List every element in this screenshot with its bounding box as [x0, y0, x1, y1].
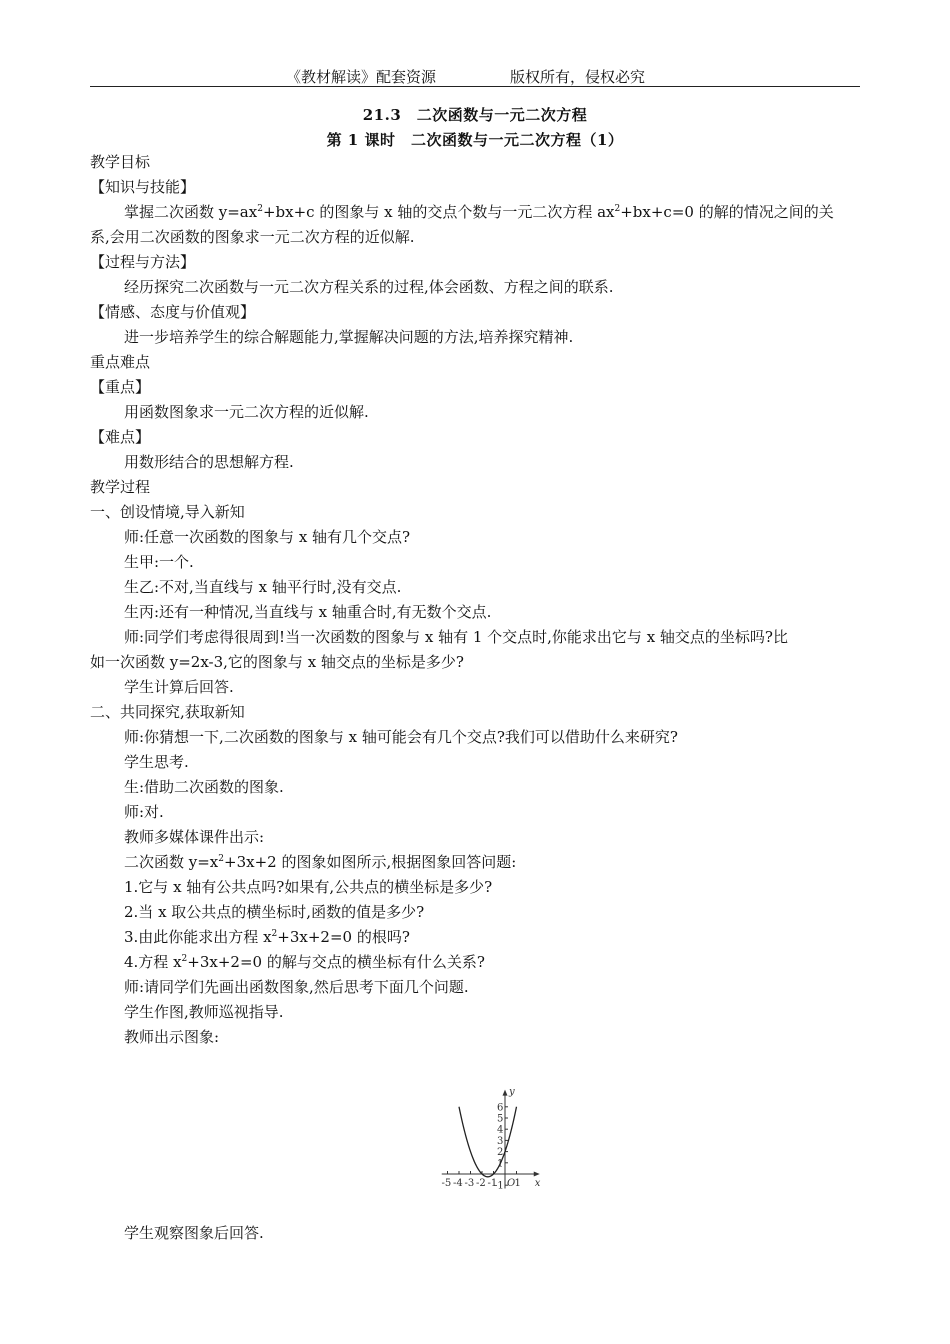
difficult-text: 用数形结合的思想解方程.	[124, 453, 294, 471]
dialogue-line: 学生计算后回答.	[124, 678, 234, 696]
graph-curve	[459, 1107, 517, 1177]
dialogue-line: 师:请同学们先画出函数图象,然后思考下面几个问题.	[124, 978, 469, 996]
x-axis-arrow	[534, 1172, 540, 1177]
dialogue-line: 师:对.	[124, 803, 164, 821]
heading-key: 【重点】	[90, 378, 151, 396]
dialogue-line: 学生观察图象后回答.	[124, 1224, 264, 1242]
dialogue-line: 师:任意一次函数的图象与 x 轴有几个交点?	[124, 528, 411, 546]
dialogue-line: 生乙:不对,当直线与 x 轴平行时,没有交点.	[124, 578, 402, 596]
graph-axes	[442, 1087, 541, 1189]
y-tick-label: -1	[494, 1180, 504, 1192]
y-tick-label: 4	[497, 1124, 504, 1136]
key-text: 用函数图象求一元二次方程的近似解.	[124, 403, 369, 421]
dialogue-line: 生丙:还有一种情况,当直线与 x 轴重合时,有无数个交点.	[124, 603, 492, 621]
y-tick-label: 3	[497, 1135, 504, 1147]
question-1: 1.它与 x 轴有公共点吗?如果有,公共点的横坐标是多少?	[124, 878, 493, 896]
parabola-graph	[418, 1044, 568, 1202]
heading-keypoints: 重点难点	[90, 353, 151, 371]
y-axis-label: y	[509, 1086, 515, 1098]
x-tick-label: -3	[464, 1178, 475, 1189]
dialogue-line: 师:同学们考虑得很周到!当一次函数的图象与 x 轴有 1 个交点时,你能求出它与 x 轴交点的坐标吗?比	[124, 628, 788, 646]
x-axis-label: x	[534, 1178, 541, 1189]
heading-goals: 教学目标	[90, 153, 151, 171]
emotion-text: 进一步培养学生的综合解题能力,掌握解决问题的方法,培养探究精神.	[124, 328, 574, 346]
x-tick-label: -2	[476, 1178, 486, 1189]
x-tick-label: -4	[453, 1178, 463, 1189]
dialogue-line: 如一次函数 y=2x-3,它的图象与 x 轴交点的坐标是多少?	[90, 653, 464, 671]
heading-emotion: 【情感、态度与价值观】	[90, 303, 256, 321]
process-text: 经历探究二次函数与一元二次方程关系的过程,体会函数、方程之间的联系.	[124, 278, 614, 296]
knowledge-text-2: 系,会用二次函数的图象求一元二次方程的近似解.	[90, 228, 415, 246]
heading-procedure: 教学过程	[90, 478, 151, 496]
heading-part2: 二、共同探究,获取新知	[90, 703, 245, 721]
dialogue-line: 学生作图,教师巡视指导.	[124, 1003, 284, 1021]
document-title: 21.3 二次函数与一元二次方程	[362, 106, 588, 124]
document-subtitle: 第 1 课时 二次函数与一元二次方程（1）	[326, 131, 624, 149]
heading-knowledge: 【知识与技能】	[90, 178, 196, 196]
y-tick-label: 1	[497, 1158, 504, 1170]
y-tick-label: 5	[497, 1113, 504, 1125]
question-3: 3.由此你能求出方程 $x^2+3x+2=0$ 的根吗?	[124, 928, 410, 946]
origin-label: O	[507, 1178, 516, 1189]
dialogue-line: 生:借助二次函数的图象.	[124, 778, 284, 796]
knowledge-text-1: 掌握二次函数 $y=ax^2+bx+c$ 的图象与 x 轴的交点个数与一元二次方程 $ax^2+bx+c=0$ 的解的情况之间的关	[124, 203, 834, 221]
page-header	[90, 66, 860, 87]
dialogue-line: 师:你猜想一下,二次函数的图象与 x 轴可能会有几个交点?我们可以借助什么来研究?	[124, 728, 678, 746]
header-right: 版权所有，侵权必究	[510, 68, 646, 86]
y-axis-arrow	[503, 1090, 508, 1096]
parabola-line	[459, 1107, 517, 1177]
y-tick-label: 6	[497, 1102, 504, 1114]
function-intro: 二次函数 $y=x^2+3x+2$ 的图象如图所示,根据图象回答问题:	[124, 853, 517, 871]
question-2: 2.当 x 取公共点的横坐标时,函数的值是多少?	[124, 903, 425, 921]
dialogue-line: 教师多媒体课件出示:	[124, 828, 265, 846]
heading-part1: 一、创设情境,导入新知	[90, 503, 245, 521]
dialogue-line: 学生思考.	[124, 753, 189, 771]
y-tick-label: 2	[497, 1147, 504, 1159]
question-4: 4.方程 $x^2+3x+2=0$ 的解与交点的横坐标有什么关系?	[124, 953, 485, 971]
header-left: 《教材解读》配套资源	[286, 68, 437, 86]
heading-difficult: 【难点】	[90, 428, 151, 446]
dialogue-line: 教师出示图象:	[124, 1028, 220, 1046]
x-tick-label: -1	[487, 1178, 498, 1189]
dialogue-line: 生甲:一个.	[124, 553, 194, 571]
heading-process: 【过程与方法】	[90, 253, 196, 271]
x-tick-label: 1	[514, 1178, 521, 1189]
x-tick-label: -5	[441, 1178, 452, 1189]
